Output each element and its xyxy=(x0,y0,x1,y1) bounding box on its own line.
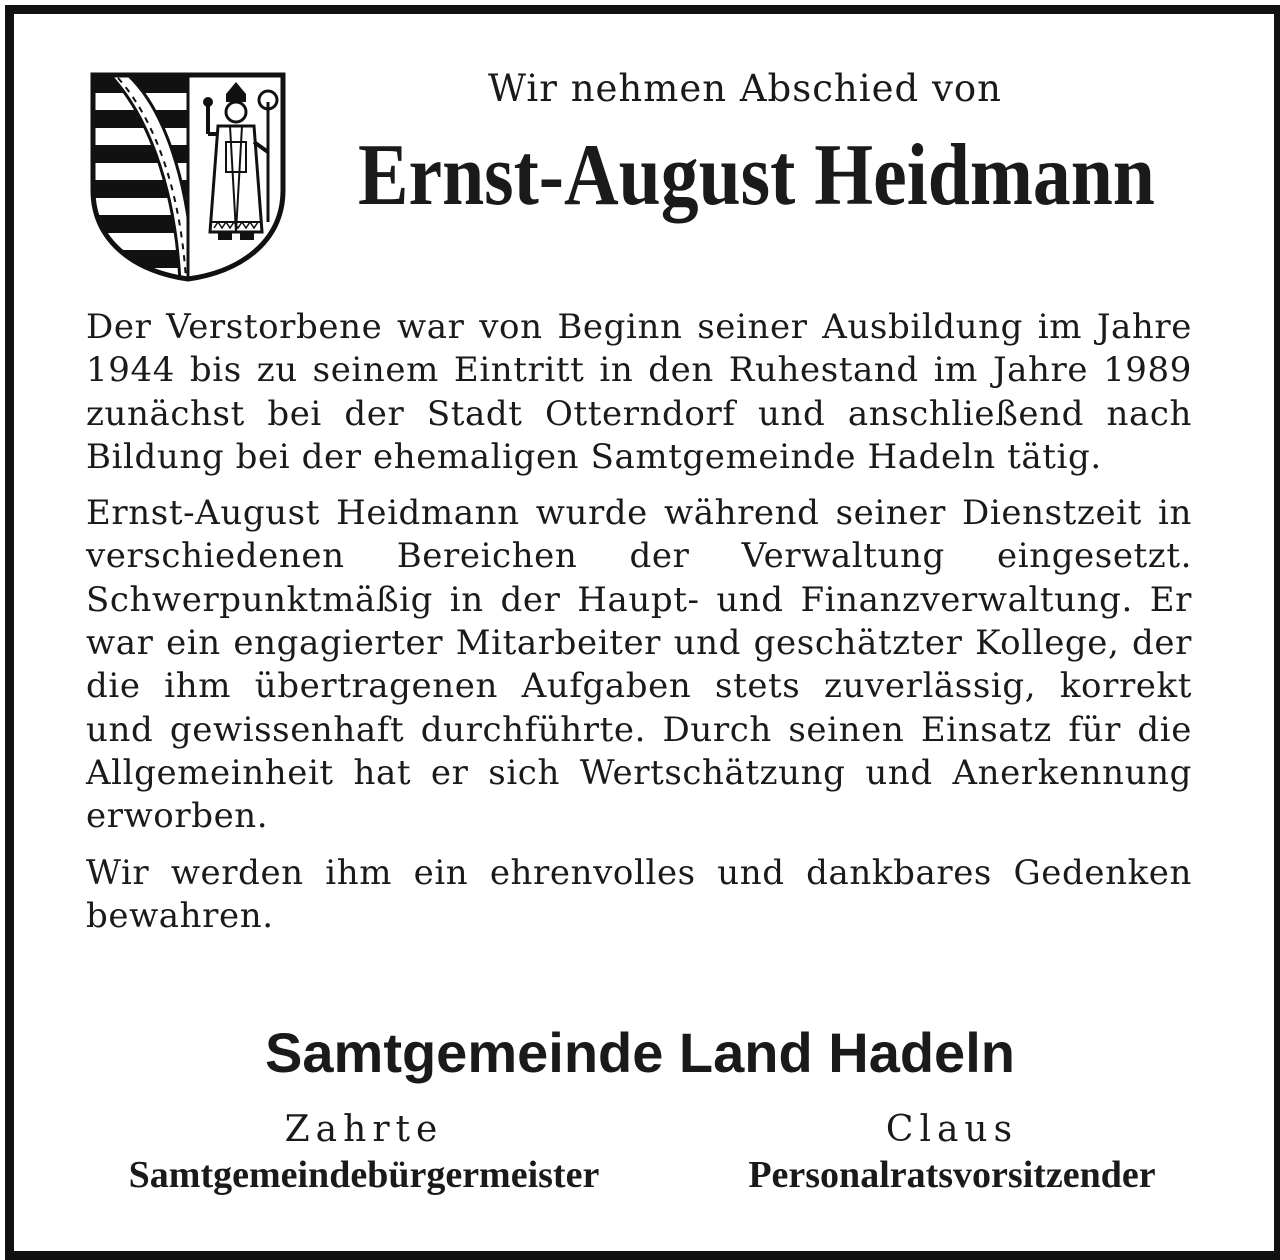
signatory-role: Samtgemeindebürgermeister xyxy=(128,1154,600,1196)
signatory-right xyxy=(672,1108,1232,1198)
deceased-name: Ernst-August Heidmann xyxy=(358,127,1155,224)
signatory-role: Personalratsvorsitzender xyxy=(748,1154,1156,1196)
farewell-intro: Wir nehmen Abschied von xyxy=(488,67,1002,110)
paragraph: Der Verstorbene war von Beginn seiner Ausbildung im Jahre 1944 bis zu seinem Eintritt in den Ruhestand im Jahre 1989 zunächst bei der Stadt Otterndorf und anschließend nach Bildung bei der ehemaligen Samtgemeinde Hadeln tätig. xyxy=(86,307,1192,477)
coat-of-arms-icon xyxy=(90,72,286,282)
paragraph: Wir werden ihm ein ehrenvolles und dankbares Gedenken bewahren. xyxy=(86,852,1192,936)
signatory-name: Zahrte xyxy=(284,1109,444,1150)
paragraph: Ernst-August Heidmann wurde während seiner Dienstzeit in verschiedenen Bereichen der Verwaltung eingesetzt. Schwerpunktmäßig in der Haupt- und Finanzverwaltung. Er war ein engagierter Mitarbeiter und geschätzter Kollege, der die ihm übertragenen Aufgaben stets zuverlässig, korrekt und gewissenhaft durchführte. Durch seinen Einsatz für die Allgemeinheit hat er sich Wertschätzung und Anerkennung erworben. xyxy=(86,493,1192,837)
signatory-left xyxy=(84,1108,644,1198)
notice-body xyxy=(86,306,1192,951)
organization-name: Samtgemeinde Land Hadeln xyxy=(265,1021,1015,1084)
signatory-name: Claus xyxy=(885,1109,1019,1150)
